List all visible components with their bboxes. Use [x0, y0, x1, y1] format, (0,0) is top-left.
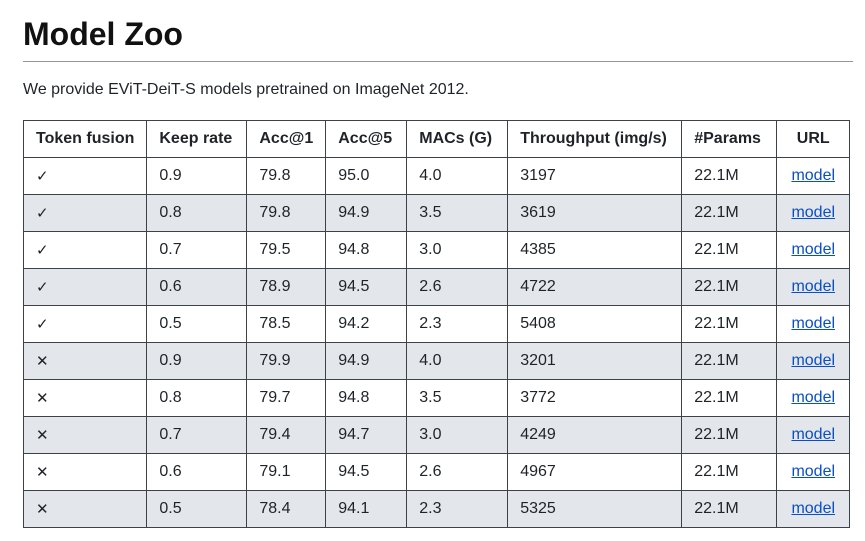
params-cell: 22.1M: [682, 306, 777, 343]
url-cell: [777, 269, 850, 306]
acc1-cell: 79.4: [247, 417, 326, 454]
keep-rate-cell: 0.9: [147, 158, 247, 195]
keep-rate-cell: 0.5: [147, 306, 247, 343]
keep-rate-cell: 0.5: [147, 491, 247, 528]
keep-rate-cell: 0.8: [147, 380, 247, 417]
acc5-cell: 94.1: [326, 491, 407, 528]
header-acc5: Acc@5: [326, 121, 407, 158]
page-title: Model Zoo: [23, 16, 183, 52]
macs-cell: 3.5: [407, 195, 508, 232]
params-cell: 22.1M: [682, 454, 777, 491]
macs-cell: 4.0: [407, 158, 508, 195]
token-fusion-mark-icon: ✕: [36, 462, 49, 481]
url-cell: [777, 232, 850, 269]
throughput-cell: 3772: [508, 380, 682, 417]
keep-rate-cell: 0.7: [147, 417, 247, 454]
macs-cell: 2.3: [407, 491, 508, 528]
throughput-cell: 4249: [508, 417, 682, 454]
token-fusion-mark-icon: ✓: [36, 240, 49, 259]
token-fusion-mark-icon: ✓: [36, 314, 49, 333]
macs-cell: 3.5: [407, 380, 508, 417]
url-cell: [777, 343, 850, 380]
model-download-link[interactable]: model: [791, 315, 836, 332]
token-fusion-cell: [24, 306, 147, 343]
model-download-link[interactable]: model: [791, 167, 836, 184]
intro-paragraph: We provide EViT-DeiT-S models pretrained on ImageNet 2012.: [23, 81, 469, 98]
macs-cell: 3.0: [407, 232, 508, 269]
token-fusion-mark-icon: ✕: [36, 351, 49, 370]
header-acc1: Acc@1: [247, 121, 326, 158]
acc5-cell: 94.8: [326, 380, 407, 417]
token-fusion-mark-icon: ✓: [36, 166, 49, 185]
token-fusion-mark-icon: ✓: [36, 277, 49, 296]
macs-cell: 2.3: [407, 306, 508, 343]
acc1-cell: 78.9: [247, 269, 326, 306]
model-download-link[interactable]: model: [791, 500, 836, 517]
acc1-cell: 79.9: [247, 343, 326, 380]
url-cell: [777, 380, 850, 417]
params-cell: 22.1M: [682, 269, 777, 306]
keep-rate-cell: 0.9: [147, 343, 247, 380]
token-fusion-cell: [24, 232, 147, 269]
url-cell: [777, 195, 850, 232]
acc5-cell: 94.7: [326, 417, 407, 454]
model-download-link[interactable]: model: [791, 352, 836, 369]
acc1-cell: 79.7: [247, 380, 326, 417]
token-fusion-mark-icon: ✓: [36, 203, 49, 222]
token-fusion-cell: [24, 491, 147, 528]
token-fusion-cell: [24, 158, 147, 195]
token-fusion-cell: [24, 454, 147, 491]
keep-rate-cell: 0.6: [147, 269, 247, 306]
params-cell: 22.1M: [682, 232, 777, 269]
header-throughput: Throughput (img/s): [508, 121, 682, 158]
throughput-cell: 5325: [508, 491, 682, 528]
model-download-link[interactable]: model: [791, 463, 836, 480]
table-row: [24, 343, 850, 380]
keep-rate-cell: 0.6: [147, 454, 247, 491]
throughput-cell: 3197: [508, 158, 682, 195]
url-cell: [777, 491, 850, 528]
throughput-cell: 4385: [508, 232, 682, 269]
token-fusion-mark-icon: ✕: [36, 388, 49, 407]
throughput-cell: 4967: [508, 454, 682, 491]
url-cell: [777, 306, 850, 343]
macs-cell: 2.6: [407, 454, 508, 491]
url-cell: [777, 454, 850, 491]
table-row: [24, 232, 850, 269]
page-content: [23, 0, 853, 518]
header-keep-rate: Keep rate: [147, 121, 247, 158]
url-cell: [777, 158, 850, 195]
params-cell: 22.1M: [682, 380, 777, 417]
model-download-link[interactable]: model: [791, 278, 836, 295]
macs-cell: 4.0: [407, 343, 508, 380]
token-fusion-cell: [24, 195, 147, 232]
params-cell: 22.1M: [682, 491, 777, 528]
header-url: URL: [777, 121, 850, 158]
model-download-link[interactable]: model: [791, 426, 836, 443]
macs-cell: 2.6: [407, 269, 508, 306]
acc1-cell: 79.1: [247, 454, 326, 491]
table-row: [24, 454, 850, 491]
params-cell: 22.1M: [682, 195, 777, 232]
macs-cell: 3.0: [407, 417, 508, 454]
acc1-cell: 79.5: [247, 232, 326, 269]
acc1-cell: 78.4: [247, 491, 326, 528]
table-row: [24, 306, 850, 343]
table-body: [24, 158, 850, 528]
acc1-cell: 78.5: [247, 306, 326, 343]
acc5-cell: 94.8: [326, 232, 407, 269]
model-zoo-table: [23, 120, 850, 528]
acc5-cell: 94.5: [326, 269, 407, 306]
table-row: [24, 380, 850, 417]
token-fusion-mark-icon: ✕: [36, 499, 49, 518]
table-row: [24, 491, 850, 528]
throughput-cell: 3201: [508, 343, 682, 380]
url-cell: [777, 417, 850, 454]
throughput-cell: 3619: [508, 195, 682, 232]
acc1-cell: 79.8: [247, 195, 326, 232]
acc5-cell: 94.9: [326, 195, 407, 232]
model-download-link[interactable]: model: [791, 389, 836, 406]
token-fusion-cell: [24, 417, 147, 454]
token-fusion-cell: [24, 343, 147, 380]
acc5-cell: 95.0: [326, 158, 407, 195]
keep-rate-cell: 0.7: [147, 232, 247, 269]
table-row: [24, 269, 850, 306]
header-macs: MACs (G): [407, 121, 508, 158]
acc1-cell: 79.8: [247, 158, 326, 195]
throughput-cell: 4722: [508, 269, 682, 306]
acc5-cell: 94.5: [326, 454, 407, 491]
header-params: #Params: [682, 121, 777, 158]
token-fusion-cell: [24, 269, 147, 306]
table-row: [24, 158, 850, 195]
table-row: [24, 195, 850, 232]
header-token-fusion: Token fusion: [24, 121, 147, 158]
params-cell: 22.1M: [682, 417, 777, 454]
throughput-cell: 5408: [508, 306, 682, 343]
table-header-row: [24, 121, 850, 158]
acc5-cell: 94.9: [326, 343, 407, 380]
params-cell: 22.1M: [682, 343, 777, 380]
model-download-link[interactable]: model: [791, 241, 836, 258]
model-download-link[interactable]: model: [791, 204, 836, 221]
token-fusion-mark-icon: ✕: [36, 425, 49, 444]
keep-rate-cell: 0.8: [147, 195, 247, 232]
params-cell: 22.1M: [682, 158, 777, 195]
token-fusion-cell: [24, 380, 147, 417]
acc5-cell: 94.2: [326, 306, 407, 343]
table-row: [24, 417, 850, 454]
